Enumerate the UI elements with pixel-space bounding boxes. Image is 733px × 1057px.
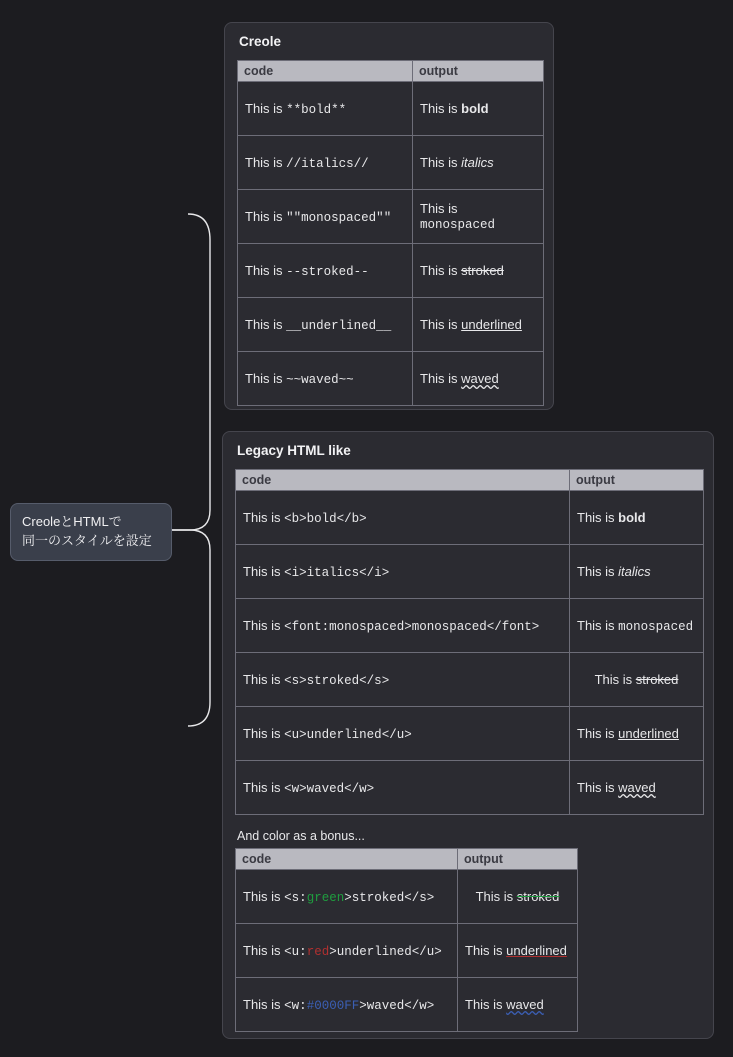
table-row xyxy=(236,978,578,1032)
output-prefix: This is xyxy=(577,510,619,525)
output-prefix: This is xyxy=(475,889,517,904)
cell-code xyxy=(238,244,413,298)
code-snippet: ~~waved~~ xyxy=(286,372,354,387)
bonus-caption: And color as a bonus... xyxy=(237,829,365,843)
code-prefix: This is xyxy=(243,725,285,741)
cell-code xyxy=(238,190,413,244)
output-word-underlined-red: underlined xyxy=(506,943,567,958)
table-row xyxy=(238,136,544,190)
root-note-line-1: CreoleとHTMLで xyxy=(22,514,122,529)
table-row xyxy=(236,599,704,653)
cell-code xyxy=(238,352,413,406)
code-snippet-close: >waved</w> xyxy=(359,998,435,1013)
bonus-color-table xyxy=(235,848,578,1032)
code-snippet: <u>underlined</u> xyxy=(284,727,412,742)
code-prefix: This is xyxy=(245,100,287,116)
cell-output xyxy=(458,978,578,1032)
code-snippet: <i>italics</i> xyxy=(284,565,390,580)
panel-creole-title: Creole xyxy=(239,34,282,49)
table-row xyxy=(238,352,544,406)
output-prefix: This is xyxy=(577,564,619,579)
code-snippet: <s>stroked</s> xyxy=(284,673,390,688)
cell-code xyxy=(238,298,413,352)
cell-output xyxy=(413,82,544,136)
table-row xyxy=(236,924,578,978)
code-prefix: This is xyxy=(245,370,287,386)
code-color-token: green xyxy=(306,890,345,905)
root-note[interactable] xyxy=(10,503,172,561)
table-row xyxy=(238,244,544,298)
output-word-italics: italics xyxy=(461,155,494,170)
panel-creole-body xyxy=(225,60,553,420)
output-word-waved-blue: waved xyxy=(506,997,544,1012)
cell-output xyxy=(570,707,704,761)
panel-legacy-title: Legacy HTML like xyxy=(237,443,351,458)
table-row xyxy=(236,761,704,815)
table-row xyxy=(236,545,704,599)
code-prefix: This is xyxy=(243,509,285,525)
panel-creole[interactable] xyxy=(224,22,554,410)
table-row xyxy=(236,653,704,707)
code-prefix: This is xyxy=(243,942,285,958)
code-color-token: red xyxy=(306,944,330,959)
output-prefix: This is xyxy=(465,997,507,1012)
output-prefix: This is xyxy=(420,201,458,216)
output-prefix: This is xyxy=(420,101,462,116)
output-word-italics: italics xyxy=(618,564,651,579)
code-prefix: This is xyxy=(245,262,287,278)
column-header-output: output xyxy=(458,849,578,870)
code-snippet: --stroked-- xyxy=(286,264,369,279)
output-prefix: This is xyxy=(577,780,619,795)
table-row xyxy=(236,707,704,761)
table-row xyxy=(236,870,578,924)
cell-code xyxy=(236,491,570,545)
panel-legacy-html[interactable] xyxy=(222,431,714,1039)
output-word-waved: waved xyxy=(461,371,499,386)
cell-output xyxy=(570,545,704,599)
cell-code xyxy=(236,761,570,815)
code-snippet-open: <w: xyxy=(284,998,307,1013)
cell-code xyxy=(236,599,570,653)
code-snippet-close: >underlined</u> xyxy=(329,944,442,959)
code-prefix: This is xyxy=(245,208,287,224)
output-word-monospaced: monospaced xyxy=(420,218,496,232)
output-word-waved: waved xyxy=(618,780,656,795)
table-header-row xyxy=(238,61,544,82)
code-snippet: <w>waved</w> xyxy=(284,781,375,796)
table-row xyxy=(236,491,704,545)
code-snippet-open: <s: xyxy=(284,890,307,905)
code-snippet: ""monospaced"" xyxy=(286,210,392,225)
cell-code xyxy=(236,870,458,924)
cell-code xyxy=(236,924,458,978)
output-prefix: This is xyxy=(577,726,619,741)
cell-output xyxy=(413,298,544,352)
output-prefix: This is xyxy=(465,943,507,958)
cell-output xyxy=(413,190,544,244)
cell-code xyxy=(238,136,413,190)
code-prefix: This is xyxy=(243,563,285,579)
column-header-output: output xyxy=(413,61,544,82)
code-prefix: This is xyxy=(243,779,285,795)
cell-code xyxy=(236,978,458,1032)
table-row xyxy=(238,298,544,352)
column-header-code: code xyxy=(236,849,458,870)
column-header-output: output xyxy=(570,470,704,491)
cell-code xyxy=(238,82,413,136)
cell-output xyxy=(413,244,544,298)
code-snippet: <b>bold</b> xyxy=(284,511,367,526)
table-row xyxy=(238,82,544,136)
code-snippet: **bold** xyxy=(286,102,347,117)
output-prefix: This is xyxy=(420,317,462,332)
output-word-underlined: underlined xyxy=(461,317,522,332)
code-snippet: //italics// xyxy=(286,156,369,171)
output-prefix: This is xyxy=(420,263,462,278)
table-header-row xyxy=(236,470,704,491)
code-snippet: __underlined__ xyxy=(286,318,392,333)
output-prefix: This is xyxy=(577,617,619,633)
cell-code xyxy=(236,653,570,707)
cell-output xyxy=(570,599,704,653)
cell-output xyxy=(458,870,578,924)
code-snippet-open: <u: xyxy=(284,944,307,959)
cell-output xyxy=(570,491,704,545)
column-header-code: code xyxy=(236,470,570,491)
cell-code xyxy=(236,707,570,761)
output-prefix: This is xyxy=(420,371,462,386)
output-word-stroked: stroked xyxy=(461,263,504,278)
cell-code xyxy=(236,545,570,599)
code-prefix: This is xyxy=(243,888,285,904)
column-header-code: code xyxy=(238,61,413,82)
cell-output xyxy=(413,136,544,190)
code-prefix: This is xyxy=(243,671,285,687)
root-note-line-2: 同一のスタイルを設定 xyxy=(22,532,152,548)
code-snippet-close: >stroked</s> xyxy=(344,890,435,905)
code-prefix: This is xyxy=(243,996,285,1012)
output-word-stroked-green: stroked xyxy=(516,889,560,904)
output-word-monospaced: monospaced xyxy=(618,619,694,634)
output-word-underlined: underlined xyxy=(618,726,679,741)
output-word-stroked: stroked xyxy=(635,672,679,687)
table-row xyxy=(238,190,544,244)
legacy-syntax-table xyxy=(235,469,704,815)
code-snippet: <font:monospaced>monospaced</font> xyxy=(284,619,540,634)
code-prefix: This is xyxy=(243,617,285,633)
cell-output xyxy=(570,761,704,815)
code-prefix: This is xyxy=(245,154,287,170)
cell-output xyxy=(570,653,704,707)
output-prefix: This is xyxy=(420,155,462,170)
cell-output xyxy=(458,924,578,978)
cell-output xyxy=(413,352,544,406)
output-word-bold: bold xyxy=(461,101,489,116)
code-prefix: This is xyxy=(245,316,287,332)
output-prefix: This is xyxy=(594,672,636,687)
code-color-token: #0000FF xyxy=(306,998,360,1013)
table-header-row xyxy=(236,849,578,870)
panel-legacy-body xyxy=(223,469,713,1046)
output-word-bold: bold xyxy=(618,510,646,525)
creole-syntax-table xyxy=(237,60,544,406)
